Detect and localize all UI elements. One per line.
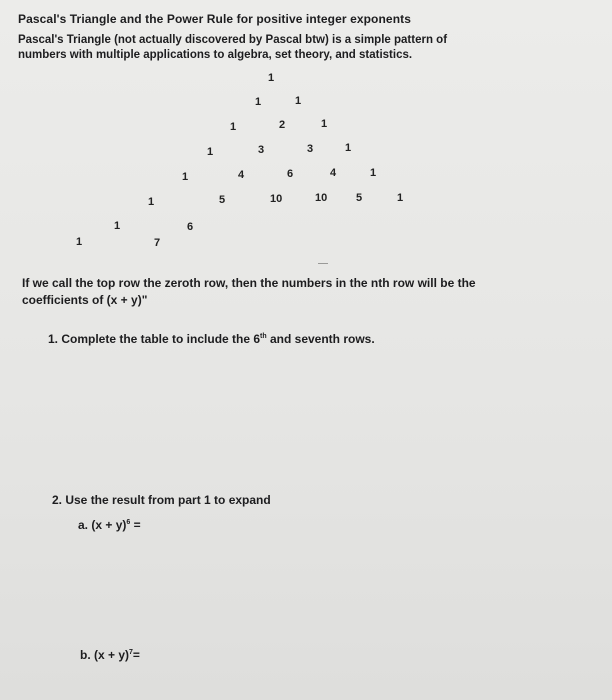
triangle-number: 6 <box>287 168 294 180</box>
triangle-number: 5 <box>356 192 363 204</box>
question-2b-exponent: 7 <box>129 649 133 656</box>
triangle-number: 1 <box>230 121 237 133</box>
question-1-text-end: and seventh rows. <box>266 332 375 346</box>
question-2a-exponent: 6 <box>126 519 131 526</box>
triangle-number: 1 <box>182 171 189 183</box>
question-2a <box>78 518 141 532</box>
triangle-number: 2 <box>279 119 286 131</box>
stray-mark <box>318 263 328 264</box>
triangle-number: 1 <box>370 167 377 179</box>
triangle-number: 3 <box>307 143 314 155</box>
triangle-number: 1 <box>114 220 121 232</box>
question-2: 2. Use the result from part 1 to expand <box>52 493 271 507</box>
intro-text <box>18 33 578 63</box>
triangle-number: 5 <box>219 194 226 206</box>
question-1 <box>48 332 375 346</box>
question-2a-equals: = <box>130 518 141 532</box>
triangle-number: 3 <box>258 144 265 156</box>
question-1-superscript: th <box>260 333 267 340</box>
explanation-line-2: coefficients of (x + y)" <box>22 293 148 307</box>
explanation-line-1: If we call the top row the zeroth row, then the numbers in the nth row will be the <box>22 276 476 290</box>
question-2b-equals: = <box>132 648 140 662</box>
triangle-number: 1 <box>397 192 404 204</box>
intro-line-2: numbers with multiple applications to algebra, set theory, and statistics. <box>18 49 413 61</box>
intro-line-1: Pascal's Triangle (not actually discovered by Pascal btw) is a simple pattern of <box>18 34 448 46</box>
page-title: Pascal's Triangle and the Power Rule for positive integer exponents <box>18 12 411 26</box>
question-2a-expression: a. (x + y) <box>78 518 127 532</box>
triangle-number: 7 <box>154 237 161 249</box>
triangle-number: 1 <box>207 146 214 158</box>
triangle-number: 4 <box>238 169 245 181</box>
question-1-text: 1. Complete the table to include the 6 <box>48 332 261 346</box>
question-2b-expression: b. (x + y) <box>80 648 130 662</box>
triangle-number: 10 <box>270 193 283 205</box>
triangle-number: 1 <box>255 96 262 108</box>
explanation-paragraph <box>22 275 602 309</box>
triangle-number: 1 <box>148 196 155 208</box>
triangle-number: 1 <box>321 118 328 130</box>
triangle-number: 4 <box>330 167 337 179</box>
triangle-number: 10 <box>315 192 328 204</box>
triangle-number: 1 <box>345 142 352 154</box>
triangle-number: 1 <box>268 72 275 84</box>
question-2b <box>80 648 140 662</box>
triangle-number: 1 <box>295 95 302 107</box>
triangle-number: 6 <box>187 221 194 233</box>
triangle-number: 1 <box>76 236 83 248</box>
